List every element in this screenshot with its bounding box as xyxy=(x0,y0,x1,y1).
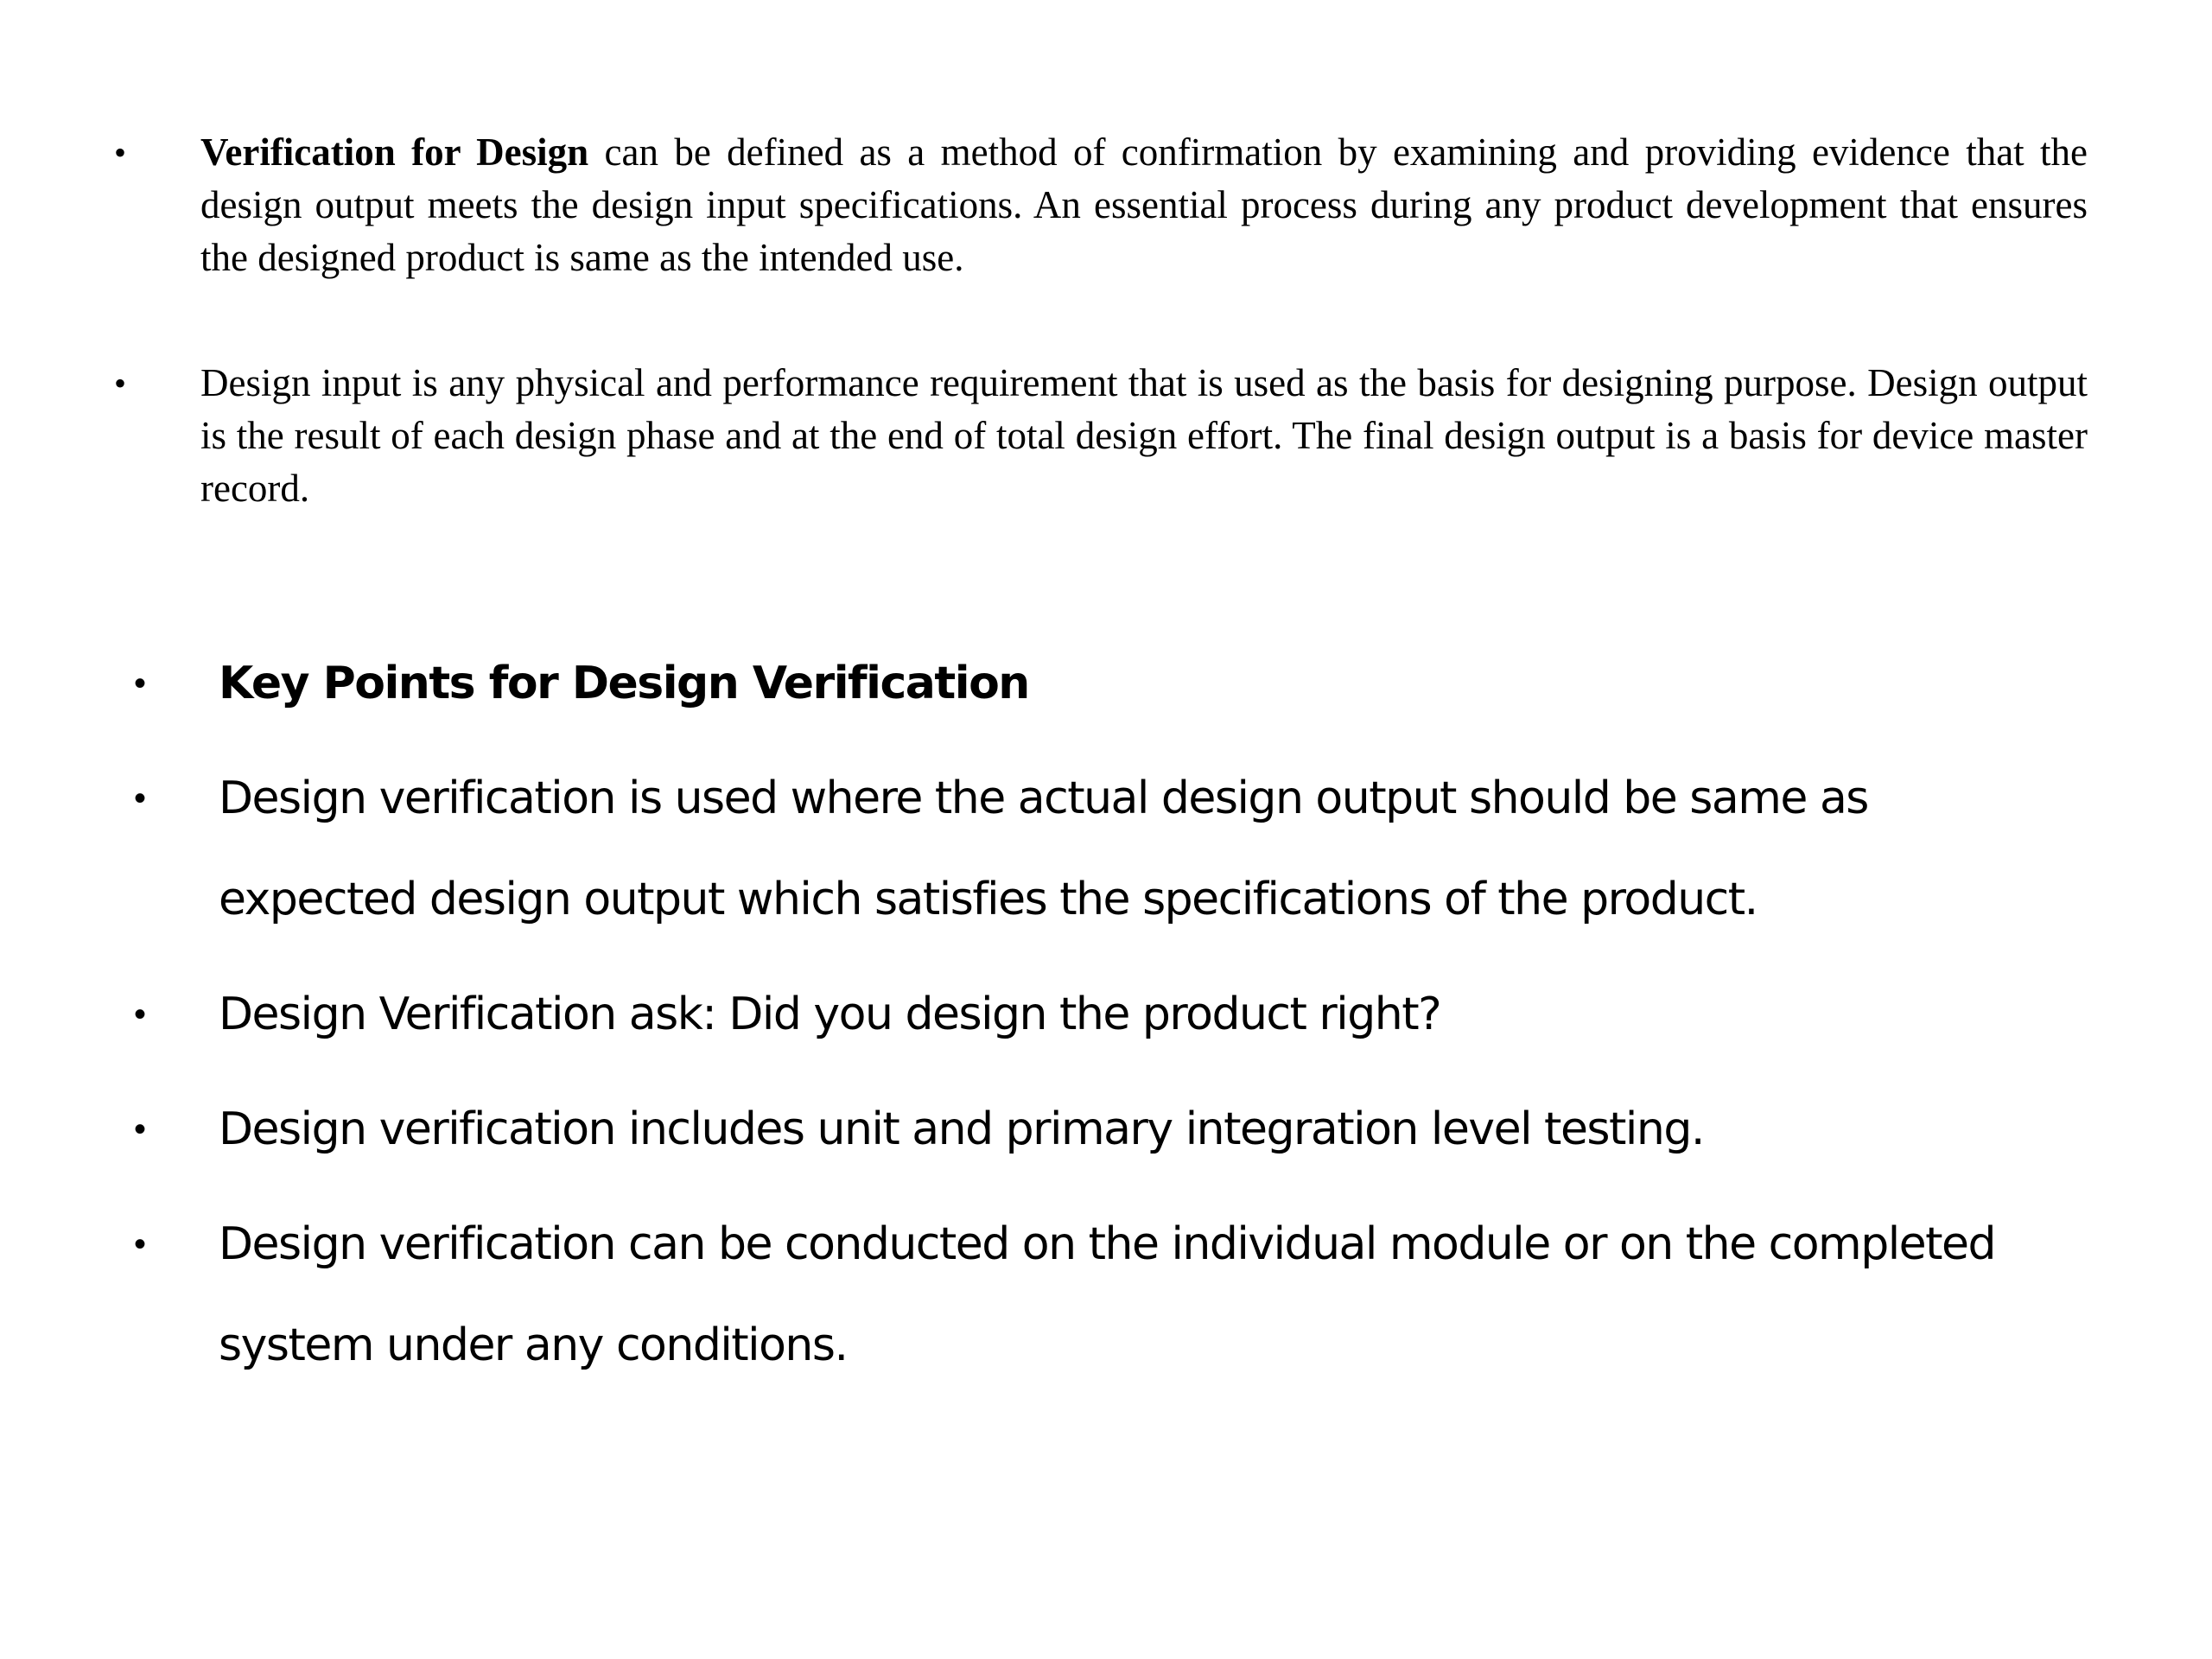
intro-bullet-text: Design input is any physical and performance requirement that is used as the basis for designing purpose. Design output is the result of each design phase and at the end of total design effort. The final design output is a basis for device master record. xyxy=(200,361,2088,510)
key-point-text: Design verification is used where the actual design output should be same as expected design output which satisfies the specifications of the product. xyxy=(219,772,1868,925)
intro-bullet-item xyxy=(0,357,2212,515)
bullet-marker: • xyxy=(114,133,127,172)
bullet-marker: • xyxy=(134,1110,147,1148)
intro-bullet-text xyxy=(200,126,2088,284)
intro-bullet-body: can be defined as a method of confirmation by examining and providing evidence that the design output meets the design input specifications. An essential process during any product development that ensures the designed product is same as the intended use. xyxy=(200,130,2088,279)
bold-lead-term: Verification for Design xyxy=(200,130,589,174)
bullet-marker: • xyxy=(134,995,147,1033)
key-point-text: Design Verification ask: Did you design the product right? xyxy=(219,988,1441,1040)
intro-bullet-list xyxy=(0,126,2212,588)
bullet-marker: • xyxy=(134,779,147,817)
key-points-heading: Key Points for Design Verification xyxy=(219,658,1029,709)
intro-bullet-item xyxy=(0,126,2212,284)
bullet-marker: • xyxy=(114,364,127,403)
key-point-text: Design verification can be conducted on the individual module or on the completed system under any conditions. xyxy=(219,1218,1996,1371)
bullet-marker: • xyxy=(134,1225,147,1263)
key-point-text: Design verification includes unit and primary integration level testing. xyxy=(219,1103,1704,1155)
bullet-marker: • xyxy=(134,664,147,702)
